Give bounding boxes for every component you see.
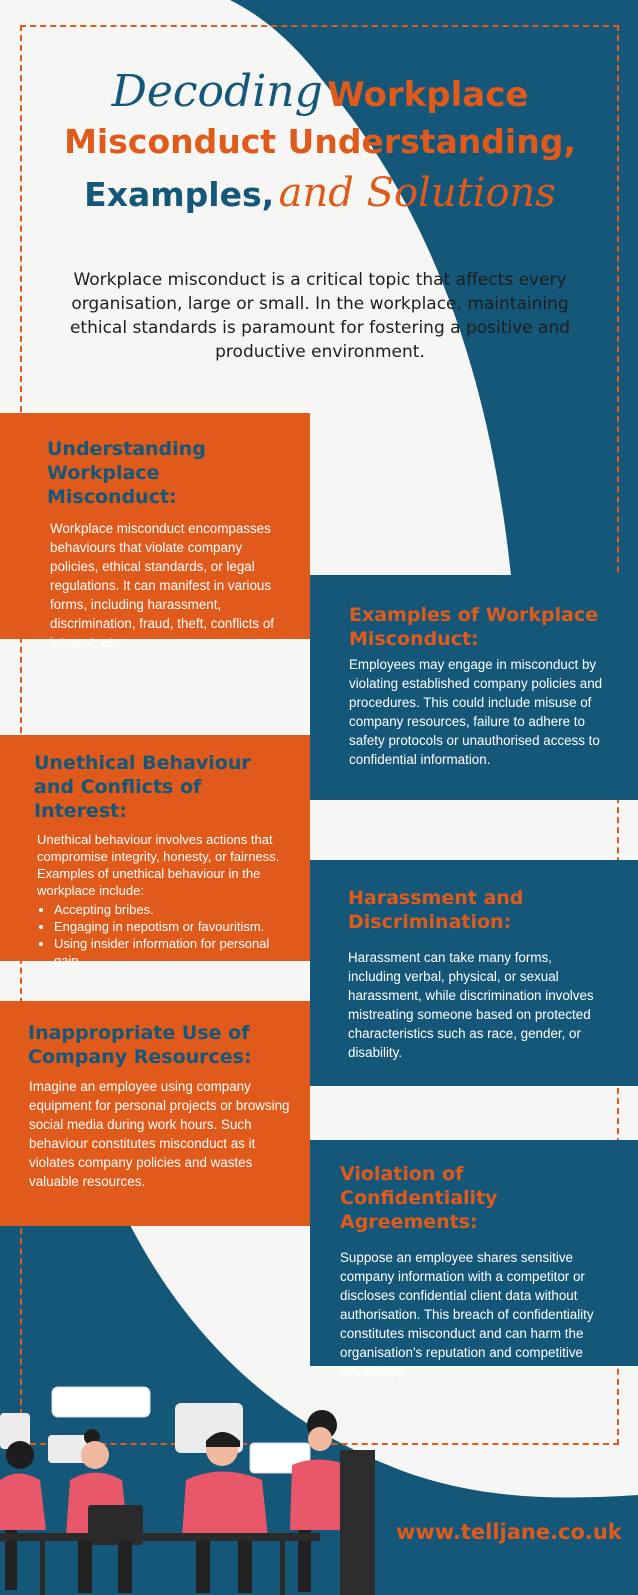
section-body: Employees may engage in misconduct by violating established company policies and procedures. This could include misuse of company resources, failure to adhere to safety protocols or unauthorised access to confidential information. — [349, 657, 603, 767]
bullet-list — [34, 901, 296, 969]
intro-text: Workplace misconduct is a critical topic that affects every organisation, large or small. In the workplace, maintaining ethical standards is paramount for fostering a positive and productive environment. — [69, 270, 571, 362]
list-item: • Engaging in nepotism or favouritism. — [54, 918, 296, 935]
title-line-3: Examples, and Solutions — [84, 169, 556, 216]
section-heading: Harassment and Discrimination: — [348, 887, 524, 933]
section-unethical — [0, 735, 310, 968]
section-heading: Examples of Workplace Misconduct: — [349, 604, 599, 650]
desk — [0, 1533, 320, 1541]
section-body: Suppose an employee shares sensitive company information with a competitor or discloses confidential client data without authorisation. This breach of confidentiality constitutes misconduct and can harm the organisation's reputation and competitive advantage. — [340, 1250, 594, 1379]
desk-leg — [40, 1541, 45, 1595]
team-meeting-illustration — [0, 1355, 380, 1595]
section-confidentiality — [310, 1140, 638, 1379]
footer-url[interactable]: www.telljane.co.uk — [396, 1520, 622, 1544]
list-item: • Accepting bribes. — [54, 901, 296, 918]
section-resources — [0, 1001, 310, 1226]
desk-leg — [280, 1541, 285, 1595]
section-heading: Violation of Confidentiality Agreements: — [340, 1163, 498, 1233]
list-item: • Using insider information for personal gain. — [54, 935, 296, 969]
section-body: Imagine an employee using company equipment for personal projects or browsing social media during work hours. Such behaviour constitutes misconduct as it violates company policies and wastes valuable resources. — [29, 1079, 290, 1189]
title-line-2: Misconduct Understanding, — [64, 122, 576, 162]
section-body: Unethical behaviour involves actions that compromise integrity, honesty, or fairness. Examples of unethical behaviour in the workplace include: — [37, 832, 280, 898]
person-4 — [290, 1410, 375, 1595]
section-heading: Understanding Workplace Misconduct: — [47, 438, 206, 508]
section-heading: Inappropriate Use of Company Resources: — [28, 1022, 252, 1068]
section-understanding — [0, 413, 310, 650]
page-title — [20, 68, 620, 215]
chat-card — [52, 1387, 150, 1417]
section-body: Harassment can take many forms, including verbal, physical, or sexual harassment, while discrimination involves mistreating someone based on protected characteristics such as race, gender, or disability. — [348, 950, 594, 1060]
section-body: Workplace misconduct encompasses behaviours that violate company policies, ethical standards, or legal regulations. It can manifest in various forms, including harassment, discrimination, fraud, theft, conflicts of interest, etc. — [50, 521, 275, 650]
section-harassment — [310, 860, 638, 1086]
section-heading: Unethical Behaviour and Conflicts of Interest: — [34, 752, 251, 822]
title-line-1: Decoding Workplace — [111, 66, 529, 117]
person-1 — [0, 1441, 46, 1590]
section-examples — [310, 575, 638, 800]
